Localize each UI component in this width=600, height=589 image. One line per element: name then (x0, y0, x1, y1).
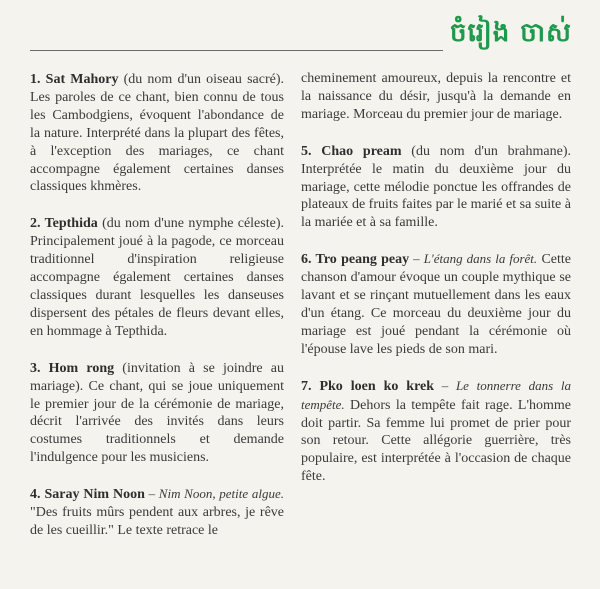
track-description: (du nom d'un brahmane). Interprétée le matin du deuxième jour du mariage, cette mélodie ponctue les offrandes de plateaux de fruits faites par le marié et sa suite à la mariée et à sa famille. (301, 143, 571, 231)
track-title: 2. Tepthida (30, 216, 98, 232)
track-entry-1 (30, 70, 284, 196)
track-description: "Des fruits mûrs pendent aux arbres, je rêve de les cueillir." Le texte retrace le (30, 505, 284, 538)
track-title: 4. Saray Nim Noon (30, 487, 145, 503)
track-title: 3. Hom rong (30, 360, 115, 376)
track-title: 6. Tro peang peay (301, 252, 410, 268)
track-title: 1. Sat Mahory (30, 72, 119, 87)
track-subtitle: – Nim Noon, petite algue. (144, 486, 284, 502)
track-description: (du nom d'une nymphe céleste). Principalement joué à la pagode, ce morceau traditionnel d'inspiration religieuse accompagne également certaines danses classiques durant lesquelles les danseuses dispersent des pétales de fleurs devant elles, en hommage à Tepthida. (30, 216, 284, 339)
left-column (30, 70, 284, 558)
track-description: (du nom d'un oiseau sacré). Les paroles de ce chant, bien connu de tous les Cambodgiens, évoquent l'abondance de la nature. Interprété dans la plupart des fêtes, à l'exception des mariages, ce chant accompagne également certaines danses classiques khmères. (30, 72, 284, 195)
track-description: (invitation à se joindre au mariage). Ce chant, qui se joue uniquement le premier jour de la cérémonie de mariage, décrit l'arrivée des invités dans leurs costumes traditionnels et demande l'indulgence pour les musiciens. (30, 360, 284, 466)
track-entry-4-continuation: cheminement amoureux, depuis la rencontre et la naissance du désir, jusqu'à la demande en mariage. Morceau du premier jour de mariage. (301, 71, 571, 122)
track-entry-7 (301, 377, 571, 486)
track-entry-3 (30, 359, 284, 467)
track-subtitle: – Le tonnerre dans la tempête. (301, 377, 571, 412)
track-description: Dehors la tempête fait rage. L'homme doit partir. Sa femme lui promet de prier pour son retour. Cette allégorie guerrière, très populaire, est interprétée à l'occasion de chaque fête. (301, 397, 571, 485)
track-title: 7. Pko loen ko krek (301, 378, 435, 394)
track-entry-4 (30, 485, 284, 540)
header-rule (30, 50, 443, 51)
track-entry-5 (301, 142, 571, 233)
track-entry-2 (30, 214, 284, 340)
track-description: Cette chanson d'amour évoque un couple mythique se lavant et se rinçant mutuellement dans les eaux d'un étang. Ce morceau du deuxième jour du mariage est joué pendant la cérémonie où l'épouse lave les pieds de son mari. (301, 252, 571, 357)
track-title: 5. Chao pream (301, 143, 402, 159)
track-entry-6 (301, 250, 571, 358)
track-subtitle: – L'étang dans la forêt. (409, 251, 538, 267)
right-column (301, 70, 571, 504)
khmer-title: ចំរៀង ចាស់ (450, 18, 572, 48)
